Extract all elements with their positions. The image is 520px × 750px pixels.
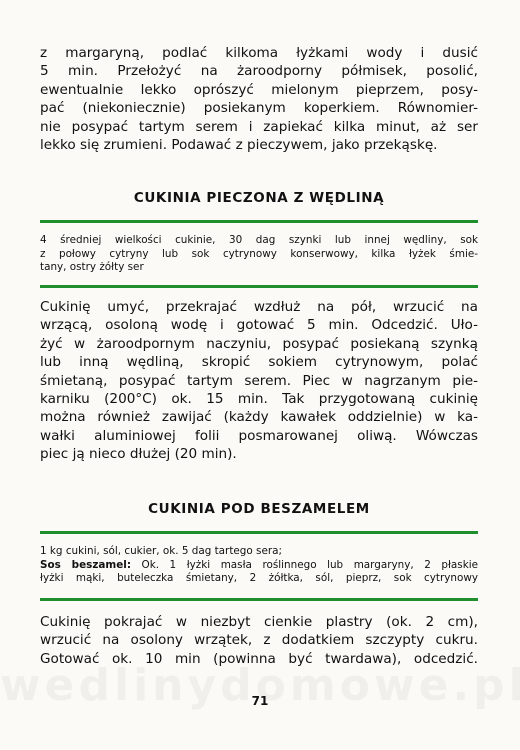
sauce-label: Sos beszamel: <box>40 558 131 571</box>
text-line: lub inną wędliną, skropić sokiem cytrynowym, polać <box>40 354 478 371</box>
text-line: wrzucić na osolony wrzątek, z dodatkiem szczypty cukru. <box>40 632 478 649</box>
text-line: łyżki mąki, buteleczka śmietany, 2 żółtka, sól, pieprz, sok cytrynowy <box>40 572 478 585</box>
text-line: z połowy cytryny lub sok cytrynowy konserwowy, kilka łyżek śmie- <box>40 247 478 260</box>
text-line: Gotować ok. 10 min (powinna być twardawa), odcedzić. <box>40 650 478 667</box>
green-rule <box>40 598 478 601</box>
text-line: żyć w żaroodpornym naczyniu, posypać posiekaną szynką <box>40 335 478 352</box>
text-line: 4 średniej wielkości cukinie, 30 dag szynki lub innej wędliny, sok <box>40 234 478 246</box>
page-number: 71 <box>251 694 269 708</box>
text-line: pać (niekoniecznie) posiekanym koperkiem. Równomier- <box>40 100 478 117</box>
text-line: nie posypać tartym serem i zapiekać kilka minut, aż ser <box>40 118 478 135</box>
recipe1-title: CUKINIA PIECZONA Z WĘDLINĄ <box>133 190 385 206</box>
text-line: karniku (200°C) ok. 15 min. Tak przygotowaną cukinię <box>40 391 478 408</box>
intro-paragraph <box>40 44 478 154</box>
text-line: Cukinię umyć, przekrajać wzdłuż na pół, wrzucić na <box>40 299 478 315</box>
green-rule <box>40 285 478 288</box>
text-line: wrzącą, osoloną wodę i gotować 5 min. Odcedzić. Uło- <box>40 317 478 334</box>
text-line: można również zawijać (każdy kawałek oddzielnie) w ka- <box>40 409 478 426</box>
text-line: z margaryną, podlać kilkoma łyżkami wody i dusić <box>40 45 478 61</box>
text-line: śmietaną, posypać tartym serem. Piec w nagrzanym pie- <box>40 372 478 389</box>
text-line: lekko się zrumieni. Podawać z pieczywem, jako przekąskę. <box>40 137 438 154</box>
text-line <box>40 559 478 573</box>
text-line: tany, ostry żółty ser <box>40 261 144 274</box>
text-line: wałki aluminiowej folii posmarowanej oliwą. Wówczas <box>40 427 478 444</box>
sauce-text: Ok. 1 łyżki masła roślinnego lub margaryny, 2 płaskie <box>130 558 478 571</box>
green-rule <box>40 220 478 223</box>
text-line: Cukinię pokrajać w niezbyt cienkie plastry (ok. 2 cm), <box>40 614 478 630</box>
recipe2-ingredients <box>40 545 478 586</box>
text-line: 1 kg cukini, sól, cukier, ok. 5 dag tartego sera; <box>40 545 282 557</box>
recipe2-title: CUKINIA POD BESZAMELEM <box>148 501 370 517</box>
recipe2-method <box>40 613 478 668</box>
text-line: ewentualnie lekko oprószyć mielonym pieprzem, posy- <box>40 81 478 98</box>
text-line: piec ją nieco dłużej (20 min). <box>40 446 237 463</box>
recipe1-ingredients <box>40 234 478 275</box>
text-line: 5 min. Przełożyć na żaroodporny półmisek, posolić, <box>40 63 478 80</box>
green-rule <box>40 531 478 534</box>
recipe1-method <box>40 298 478 464</box>
